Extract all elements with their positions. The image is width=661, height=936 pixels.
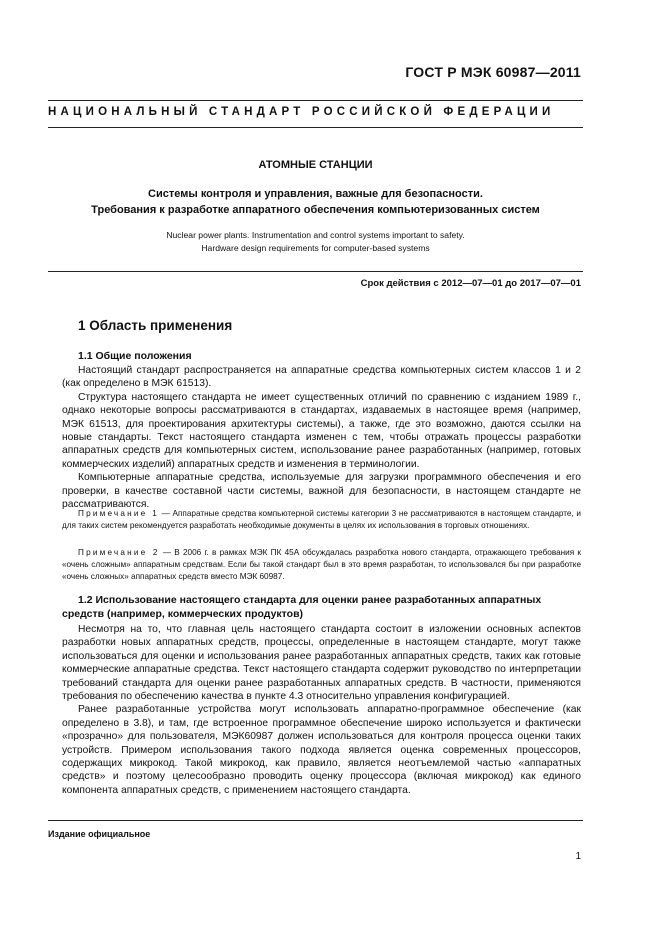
subsection-heading-1-1: 1.1 Общие положения <box>78 350 192 362</box>
edition-label: Издание официальное <box>48 829 151 839</box>
banner-divider <box>48 127 583 128</box>
validity-period: Срок действия с 2012—07—01 до 2017—07—01 <box>360 278 581 289</box>
english-title-line-1: Nuclear power plants. Instrumentation and control systems important to safety. <box>166 230 465 240</box>
note-label: Примечание 2 <box>78 548 160 557</box>
note-2 <box>62 547 581 583</box>
page-number: 1 <box>575 851 581 862</box>
subsection-heading-1-2: 1.2 Использование настоящего стандарта для оценки ранее разработанных аппаратных средств (например, коммерческих продуктов) <box>62 594 542 620</box>
standard-number: ГОСТ Р МЭК 60987—2011 <box>405 64 581 80</box>
paragraph: Несмотря на то, что главная цель настоящего стандарта состоит в изложении основных аспектов разработки новых аппаратных средств, процессы, определенные в настоящем стандарте, могут также использоваться для оценки и использования ранее разработанных аппаратных средств, таких как готовые коммерческие аппаратные средства. Текст настоящего стандарта содержит руководство по интерпретации требований стандарта для оценки ранее разработанных аппаратных средств. В частности, применяются требования по обеспечению качества в пункте 4.3 относительно управления конфигурацией. <box>62 624 581 703</box>
validity-divider <box>48 271 583 272</box>
document-title: АТОМНЫЕ СТАНЦИИ <box>258 159 373 171</box>
section-heading: 1 Область применения <box>78 318 233 333</box>
footer-divider <box>48 820 583 821</box>
paragraph: Настоящий стандарт распространяется на аппаратные средства компьютерных систем классов 1 и 2 (как определено в МЭК 61513). <box>62 365 581 390</box>
english-title-line-2: Hardware design requirements for computer-based systems <box>201 243 430 253</box>
subtitle-line-2: Требования к разработке аппаратного обеспечения компьютеризованных систем <box>91 204 540 216</box>
subtitle-line-1: Системы контроля и управления, важные для безопасности. <box>148 188 483 200</box>
english-title <box>48 229 583 255</box>
national-standard-banner: НАЦИОНАЛЬНЫЙ СТАНДАРТ РОССИЙСКОЙ ФЕДЕРАЦИИ <box>48 106 555 118</box>
paragraph: Структура настоящего стандарта не имеет существенных отличий по сравнению с изданием 1989 г., однако некоторые вопросы рассматриваются в стандартах, издаваемых в настоящее время (например, МЭК 61513, для проектирования архитектуры системы), а также, где это возможно, даются ссылки на новые стандарты. Текст настоящего стандарта изменен с тем, чтобы отражать процессы разработки аппаратных средств для компьютерных систем, использование ранее разработанных (например, готовых коммерческих изделий) аппаратных средств и изменения в терминологии. <box>62 391 581 470</box>
note-1 <box>62 508 581 532</box>
subsection-1-1-body <box>62 364 581 511</box>
note-label: Примечание 1 <box>78 509 160 518</box>
top-divider <box>48 100 583 101</box>
paragraph: Ранее разработанные устройства могут использовать аппаратно-программное обеспечение (как определено в 3.8), и там, где встроенное программное обеспечение широко используется и фактически «прозрачно» для пользователя, МЭК60987 должен использоваться для контроля процесса оценки таких устройств. Примером использования такого подхода является оценка современных процессоров, содержащих микрокод. Такой микрокод, как правило, является неотъемлемой частью «аппаратных средств» и поэтому целесообразно проводить оценку процессора (включая микрокод) как единого компонента аппаратных средств, с применением настоящего стандарта. <box>62 704 581 796</box>
document-subtitle <box>48 186 583 218</box>
note-text: — Аппаратные средства компьютерной системы категории 3 не рассматриваются в настоящем стандарте, и для таких систем рекомендуется разработать необходимые документы в целях их использования в торговых отношениях. <box>62 509 581 530</box>
subsection-1-2-body <box>62 623 581 797</box>
paragraph: Компьютерные аппаратные средства, используемые для загрузки программного обеспечения и его проверки, в качестве составной части системы, важной для безопасности, в настоящем стандарте не рассматриваются. <box>62 472 581 511</box>
note-text: — В 2006 г. в рамках МЭК ПК 45А обсуждалась разработка нового стандарта, отражающего требования к «очень сложным» аппаратным средствам. Если бы такой стандарт был в это время разработан, то использовался бы при разработке «очень сложных» аппаратных средств вместо МЭК 60987. <box>62 548 581 581</box>
